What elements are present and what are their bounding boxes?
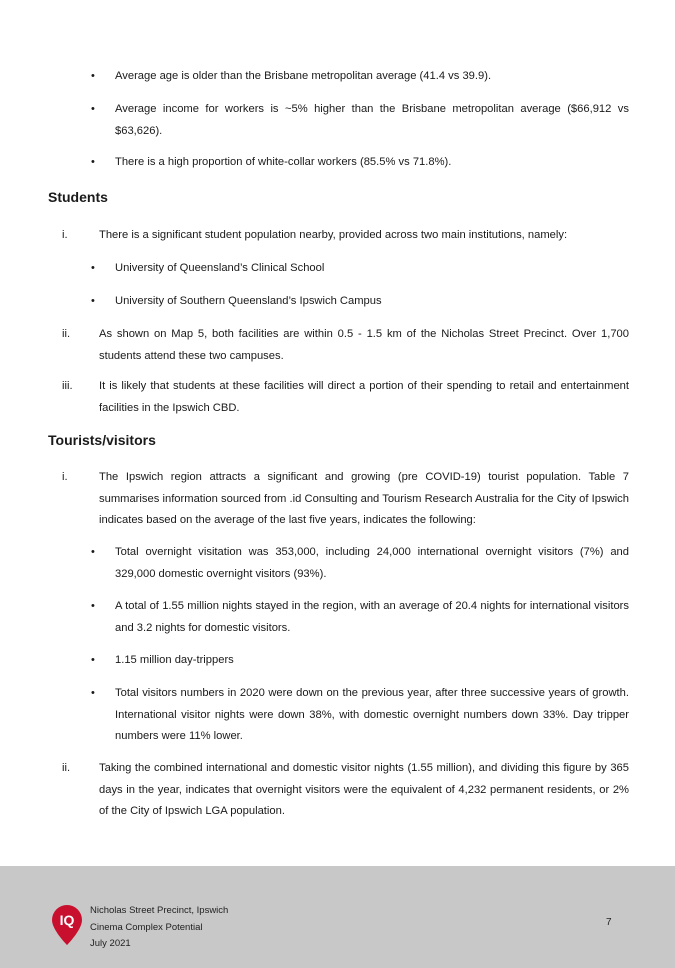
section-heading-students: Students — [48, 189, 108, 205]
footer-date: July 2021 — [90, 938, 131, 949]
page-number: 7 — [606, 917, 612, 928]
footer-report-title: Cinema Complex Potential — [90, 921, 203, 933]
list-number: i. — [62, 471, 68, 483]
page-footer — [0, 866, 675, 968]
bullet-glyph: • — [91, 70, 95, 82]
bullet-glyph: • — [91, 103, 95, 115]
section-heading-tourists: Tourists/visitors — [48, 432, 156, 448]
bullet-glyph: • — [91, 546, 95, 558]
bullet-glyph: • — [91, 262, 95, 274]
logo-text: IQ — [59, 912, 75, 928]
footer-project-name: Nicholas Street Precinct, Ipswich — [90, 905, 229, 916]
numbered-item-text: The Ipswich region attracts a significant and growing (pre COVID-19) tourist population. Table 7 summarises information sourced from .id Consulting and Tourism Research Australia for the City of Ipswich indicates based on the average of the last five years, indicates the following: — [99, 471, 629, 526]
bullet-glyph: • — [91, 156, 95, 168]
bullet-text: Average income for workers is ~5% higher than the Brisbane metropolitan average ($66,912 vs $63,626). — [115, 103, 629, 137]
bullet-text: Total overnight visitation was 353,000, including 24,000 international overnight visitors (7%) and 329,000 domestic overnight visitors (93%). — [115, 546, 629, 580]
bullet-glyph: • — [91, 654, 95, 666]
bullet-glyph: • — [91, 295, 95, 307]
numbered-item-text: As shown on Map 5, both facilities are within 0.5 - 1.5 km of the Nicholas Street Precinct. Over 1,700 students attend these two campuses. — [99, 328, 629, 362]
bullet-text: There is a high proportion of white-collar workers (85.5% vs 71.8%). — [115, 156, 452, 168]
bullet-glyph: • — [91, 600, 95, 612]
bullet-text: University of Southern Queensland’s Ipswich Campus — [115, 295, 382, 307]
numbered-item-text: It is likely that students at these facilities will direct a portion of their spending to retail and entertainment facilities in the Ipswich CBD. — [99, 380, 629, 414]
bullet-text: 1.15 million day-trippers — [115, 654, 234, 666]
numbered-item-text: Taking the combined international and domestic visitor nights (1.55 million), and dividing this figure by 365 days in the year, indicates that overnight visitors were the equivalent of 4,232 permanent residents, or 2% of the City of Ipswich LGA population. — [99, 762, 629, 817]
list-number: iii. — [62, 380, 73, 392]
list-number: i. — [62, 229, 68, 241]
bullet-text: University of Queensland’s Clinical School — [115, 262, 325, 274]
footer-text — [90, 903, 228, 953]
list-number: ii. — [62, 328, 71, 340]
bullet-glyph: • — [91, 687, 95, 699]
bullet-text: Total visitors numbers in 2020 were down on the previous year, after three successive years of growth. International visitor nights were down 38%, with domestic overnight numbers down 33%. Day tripper numbers were 11% lower. — [115, 687, 629, 742]
iq-logo-icon — [50, 904, 84, 946]
bullet-text: A total of 1.55 million nights stayed in the region, with an average of 20.4 nights for international visitors and 3.2 nights for domestic visitors. — [115, 600, 629, 634]
numbered-item-text: There is a significant student population nearby, provided across two main institutions, namely: — [99, 229, 568, 241]
bullet-text: Average age is older than the Brisbane metropolitan average (41.4 vs 39.9). — [115, 70, 492, 82]
list-number: ii. — [62, 762, 71, 774]
